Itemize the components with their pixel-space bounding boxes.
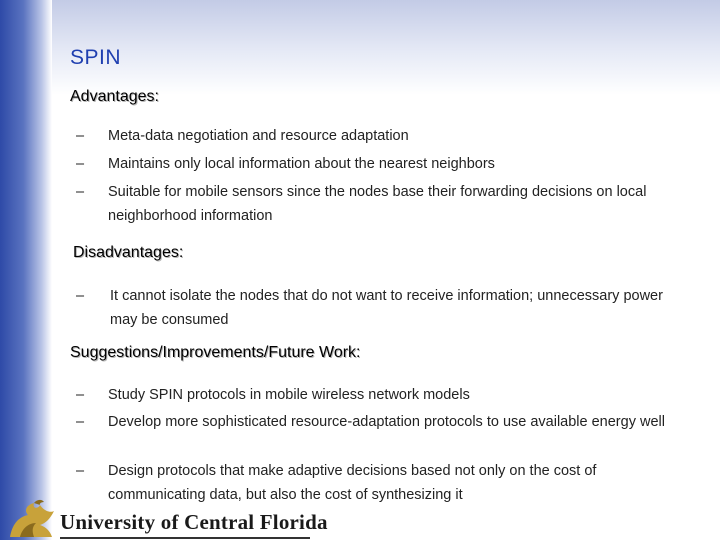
advantage-text: Meta-data negotiation and resource adaptation — [108, 128, 409, 144]
slide-title: SPIN — [70, 46, 122, 69]
disadvantage-text: It cannot isolate the nodes that do not want to receive information; unnecessary power may be consumed — [110, 288, 663, 328]
bullet-dash: – — [75, 387, 85, 403]
advantages-heading: Advantages: — [70, 88, 159, 105]
advantage-text: Suitable for mobile sensors since the nodes base their forwarding decisions on local neighborhood information — [108, 184, 647, 224]
bullet-dash: – — [75, 463, 85, 479]
ucf-underline — [60, 537, 310, 539]
suggestion-text: Design protocols that make adaptive decisions based not only on the cost of communicating data, but also the cost of synthesizing it — [108, 463, 597, 503]
suggestion-text: Develop more sophisticated resource-adaptation protocols to use available energy well — [108, 414, 665, 430]
side-gradient-bar — [0, 0, 52, 540]
disadvantages-heading: Disadvantages: — [73, 244, 184, 261]
suggestions-heading: Suggestions/Improvements/Future Work: — [70, 344, 361, 361]
top-gradient-band — [52, 0, 720, 95]
bullet-dash: – — [75, 156, 85, 172]
pegasus-icon — [10, 500, 54, 537]
bullet-dash: – — [75, 414, 85, 430]
bullet-dash: – — [75, 128, 85, 144]
bullet-dash: – — [75, 288, 85, 304]
advantage-text: Maintains only local information about the nearest neighbors — [108, 156, 495, 172]
bullet-dash: – — [75, 184, 85, 200]
suggestion-text: Study SPIN protocols in mobile wireless network models — [108, 387, 470, 403]
ucf-wordmark: University of Central Florida — [60, 510, 328, 534]
